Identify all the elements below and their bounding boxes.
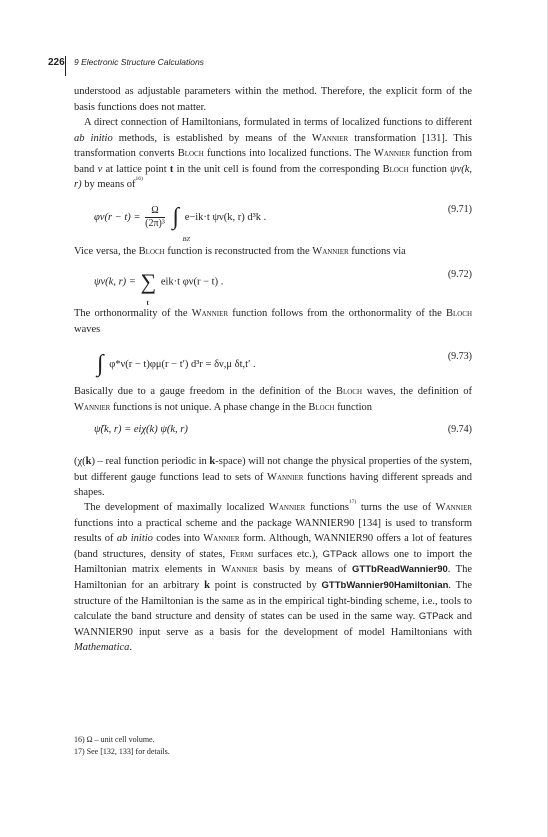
symbol-k: k xyxy=(85,456,92,467)
text-run: by means of xyxy=(81,179,136,191)
term-mathematica: Mathematica xyxy=(74,642,130,654)
equation-9-74 xyxy=(74,418,472,448)
symbol-psi: ψν(k, r) xyxy=(74,163,473,191)
text-run: . xyxy=(129,642,133,654)
integral-limit: BZ xyxy=(182,236,191,243)
name-gtpack: GTPack xyxy=(322,548,357,560)
running-title: 9 Electronic Structure Calculations xyxy=(74,57,204,67)
integral-sign: ∫ xyxy=(97,351,104,377)
name-wannier: Wannier xyxy=(267,471,304,483)
paragraph-5 xyxy=(74,384,472,415)
paragraph-1 xyxy=(74,84,472,115)
eq-fraction xyxy=(145,205,165,230)
text-run: ) – real function periodic in xyxy=(91,456,210,467)
text-run: function is reconstructed from the xyxy=(164,246,313,257)
text-run: The orthonormality of the xyxy=(74,308,192,319)
equation-number: (9.72) xyxy=(447,269,472,280)
text-run: waves xyxy=(74,323,101,335)
equation-9-72 xyxy=(74,263,472,307)
text-run: methods, is established by means of the xyxy=(112,132,312,144)
text-run: turns the use of xyxy=(356,502,436,513)
text-run: functions having different spreads and shapes. xyxy=(74,471,472,499)
symbol-t: t xyxy=(169,163,174,175)
name-wannier: Wannier xyxy=(311,132,349,144)
text-run: . The Hamiltonian for an arbitrary xyxy=(74,564,473,591)
symbol-k: k xyxy=(204,579,210,591)
page-number: 226 xyxy=(48,57,65,68)
name-bloch: Bloch xyxy=(445,308,472,319)
sum-limit: t xyxy=(146,299,149,307)
footnote-17: 17) See [132, 133] for details. xyxy=(74,747,170,756)
text-run: (χ( xyxy=(74,456,86,467)
text-run: Vice versa, the xyxy=(74,246,139,257)
name-bloch: Bloch xyxy=(308,401,335,413)
footnote-16: 16) Ω – unit cell volume. xyxy=(74,735,155,744)
text-run: functions via xyxy=(348,246,406,257)
equation-number: (9.74) xyxy=(447,424,472,435)
name-wannier: Wannier xyxy=(74,401,111,413)
text-run: -space) will not change the physical properties of the system, but different gauge functions lead to sets of xyxy=(74,456,472,483)
symbol-nu: ν xyxy=(97,163,103,175)
text-run: point is constructed by xyxy=(209,579,322,591)
text-run: surfaces etc.), xyxy=(253,548,323,560)
paragraph-1-text: understood as adjustable parameters within the method. Therefore, the explicit form of the basis functions does not matter. xyxy=(74,86,472,113)
paragraph-2 xyxy=(74,115,472,193)
command-gttbreadwannier90: GTTbReadWannier90 xyxy=(352,564,448,576)
name-wannier: Wannier xyxy=(221,564,258,576)
integral-sign: ∫ BZ xyxy=(172,204,191,243)
text-run: . The structure of the Hamiltonian is the same as in the empirical tight-binding scheme, i.e., tools to calculate the band structure and density of states can be used in the same way. xyxy=(74,579,472,623)
eq-rhs: eik·t φν(r − t) . xyxy=(160,276,224,288)
command-gttbwannier90hamiltonian: GTTbWannier90Hamiltonian xyxy=(321,579,449,591)
name-bloch: Bloch xyxy=(382,163,409,175)
text-run: A direct connection of Hamiltonians, formulated in terms of localized functions to different xyxy=(84,117,472,128)
text-run: at lattice point xyxy=(102,163,170,175)
name-wannier: Wannier xyxy=(373,148,411,160)
text-run: Basically due to a gauge freedom in the definition of the xyxy=(74,386,336,397)
footnote-ref-16[interactable]: 16) xyxy=(135,176,143,183)
name-bloch: Bloch xyxy=(138,246,165,257)
name-fermi: Fermi xyxy=(229,548,254,560)
header-divider xyxy=(65,56,66,76)
text-run: codes into xyxy=(152,533,204,545)
paragraph-4 xyxy=(74,306,472,337)
text-run: functions into a practical scheme and the package WANNIER90 [134] is used to transform results of xyxy=(74,517,472,545)
eq-body: ψ̃(k, r) = eiχ(k) ψ(k, r) xyxy=(94,424,188,435)
term-ab-initio: ab initio xyxy=(116,533,153,545)
paragraph-7 xyxy=(74,500,472,656)
footnote-ref-17[interactable]: 17) xyxy=(348,499,357,505)
equation-body xyxy=(94,269,224,307)
equation-body xyxy=(94,424,188,435)
sum-sign: ∑ t xyxy=(140,269,157,307)
frac-numerator: Ω xyxy=(145,205,165,218)
eq-lhs: ψν(k, r) = xyxy=(94,276,136,288)
text-run: functions xyxy=(305,502,349,513)
paragraph-3 xyxy=(74,244,472,260)
text-run: function xyxy=(334,401,373,413)
text-run: functions is not unique. A phase change in the xyxy=(110,401,309,413)
equation-number: (9.71) xyxy=(447,204,472,215)
text-run: function xyxy=(408,163,451,175)
eq-lhs: φν(r − t) = xyxy=(94,211,141,223)
text-run: waves, the definition of xyxy=(362,386,473,397)
text-run: basis by means of xyxy=(257,564,353,576)
eq-body: φ*ν(r − t)φμ(r − t′) d³r = δν,μ δt,t′ . xyxy=(109,358,256,370)
equation-body xyxy=(94,351,256,378)
text-run: function from band xyxy=(74,148,472,175)
name-wannier: Wannier xyxy=(203,533,240,545)
text-run: allows one to import the Hamiltonian matrix elements in xyxy=(74,548,472,576)
text-run: The development of maximally localized xyxy=(84,502,269,513)
page-header xyxy=(0,56,548,76)
equation-number: (9.73) xyxy=(447,351,472,362)
equation-9-71 xyxy=(74,198,472,243)
text-run: form. Although, WANNIER90 offers a lot of features (band structures, density of states, xyxy=(74,533,472,560)
eq-integrand: e−ik·t ψν(k, r) d³k . xyxy=(184,211,267,223)
text-run: transformation [131]. This transformation converts xyxy=(74,132,472,160)
name-wannier: Wannier xyxy=(268,502,306,513)
equation-9-73 xyxy=(74,345,472,375)
paragraph-6 xyxy=(74,454,472,501)
name-wannier: Wannier xyxy=(435,502,473,513)
name-bloch: Bloch xyxy=(335,386,363,397)
name-gtpack: GTPack xyxy=(418,611,454,623)
name-wannier: Wannier xyxy=(191,308,229,319)
text-run: function follows from the orthonormality of the xyxy=(228,308,446,319)
footnotes xyxy=(74,734,472,758)
frac-denominator: (2π)³ xyxy=(145,218,165,229)
term-ab-initio: ab initio xyxy=(74,132,113,144)
text-run: functions into localized functions. The xyxy=(203,148,374,160)
text-run: in the unit cell is found from the corresponding xyxy=(173,163,383,175)
symbol-k: k xyxy=(209,456,216,467)
text-run: and WANNIER90 input serve as a basis for the development of model Hamiltonians with xyxy=(74,611,473,638)
equation-body xyxy=(94,204,267,243)
name-wannier: Wannier xyxy=(312,246,349,257)
name-bloch: Bloch xyxy=(177,148,204,160)
